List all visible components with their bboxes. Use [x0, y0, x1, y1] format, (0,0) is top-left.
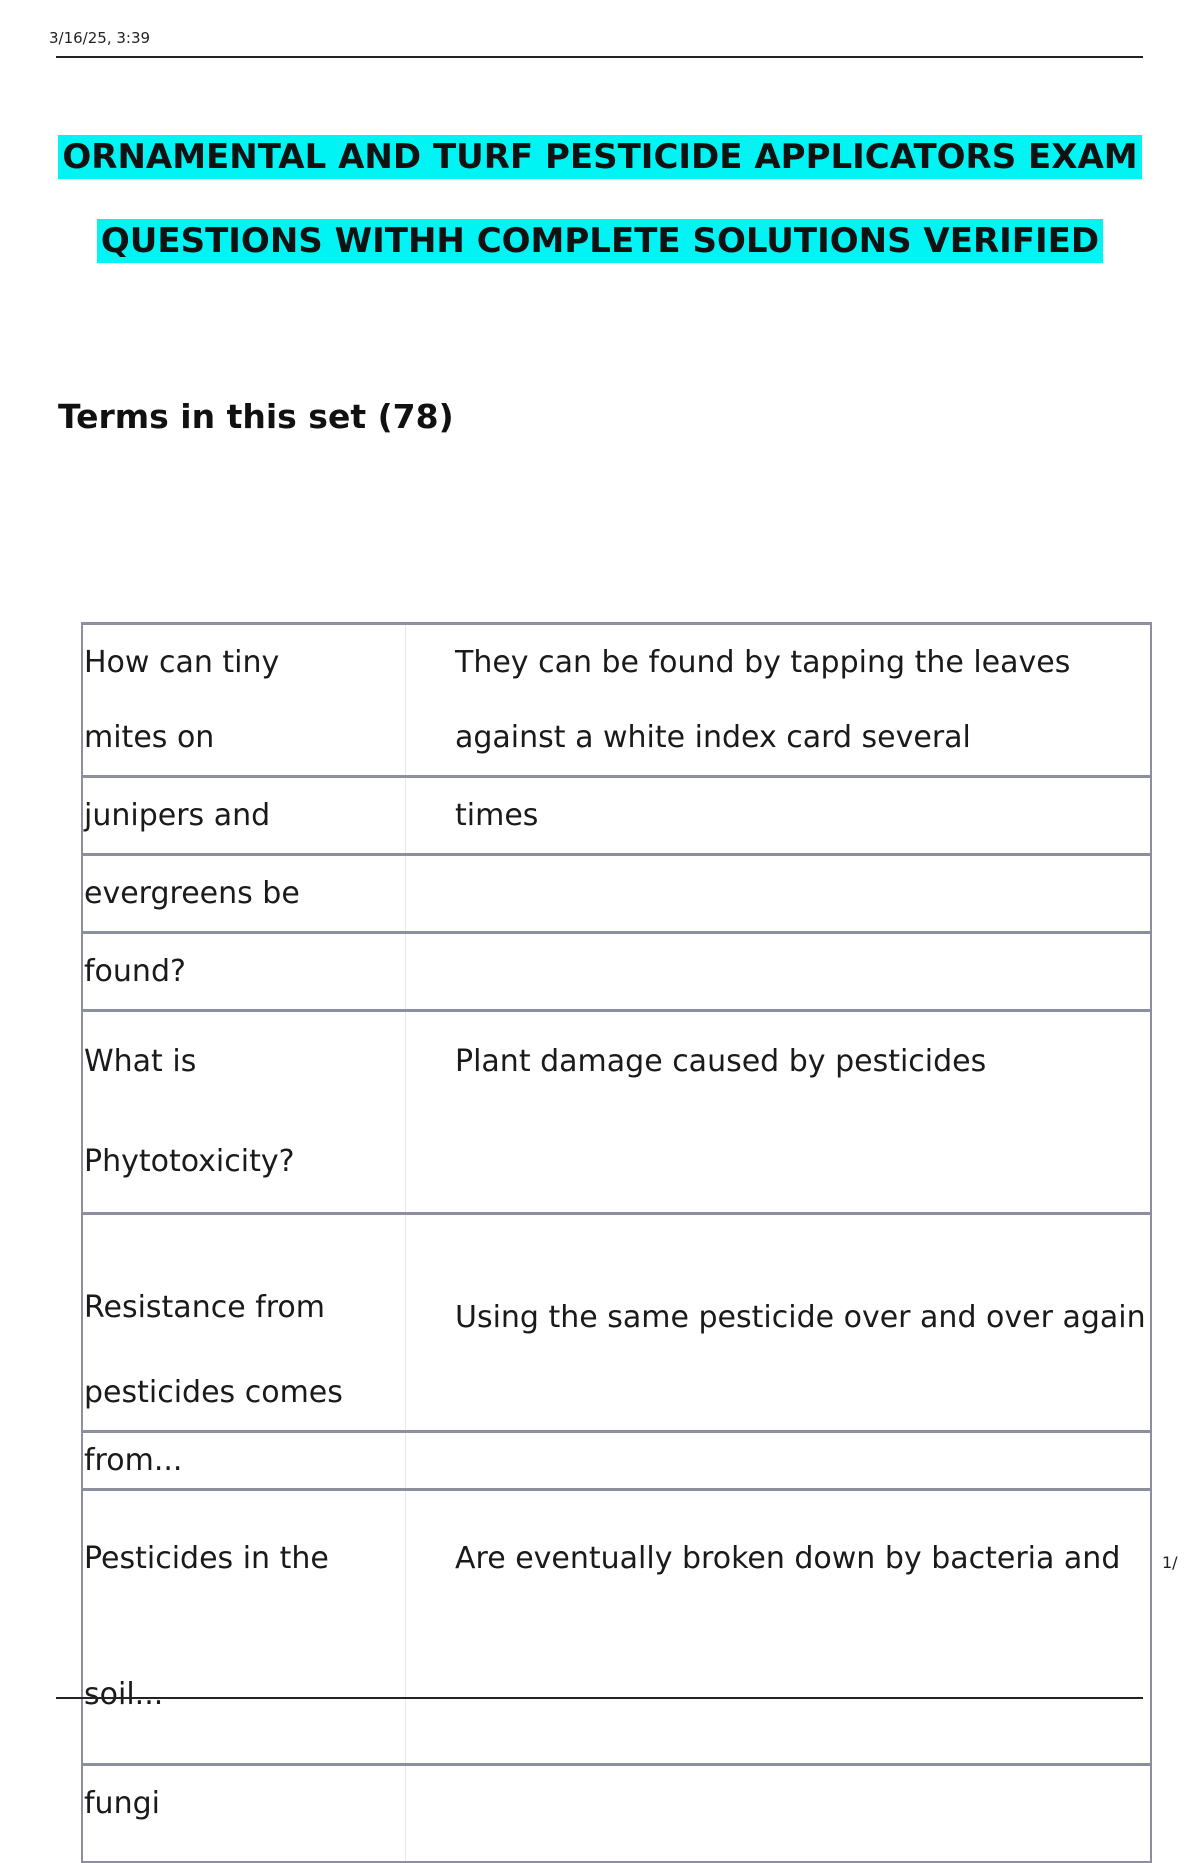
document-title-line-1: ORNAMENTAL AND TURF PESTICIDE APPLICATORS EXAM: [0, 137, 1200, 177]
term-cell: pesticides comes: [82, 1355, 406, 1432]
definition-cell: against a white index card several: [455, 720, 971, 755]
page-number: 1/: [1162, 1553, 1178, 1572]
table-row: [82, 933, 1151, 1011]
term-cell: from...: [82, 1432, 406, 1490]
table-row: [82, 777, 1151, 855]
term-cell: junipers and: [82, 777, 406, 855]
table-row: [82, 855, 1151, 933]
term-cell: What is Phytotoxicity?: [82, 1011, 406, 1214]
definition-cell: Using the same pesticide over and over again: [406, 1214, 1152, 1356]
terms-heading: Terms in this set (78): [58, 397, 454, 436]
term-cell: Pesticides in the soil...: [82, 1490, 406, 1765]
footer-divider: [56, 1697, 1143, 1699]
table-row: [82, 1214, 1151, 1356]
definition-cell: times: [406, 777, 1152, 855]
definition-cell: [406, 855, 1152, 933]
table-row: [82, 1490, 1151, 1765]
term-cell: How can tiny: [82, 624, 406, 701]
document-title-line-2: QUESTIONS WITHH COMPLETE SOLUTIONS VERIFIED: [0, 221, 1200, 261]
table-row: [82, 1011, 1151, 1214]
term-cell: Resistance from: [82, 1214, 406, 1356]
term-cell: fungi: [82, 1765, 406, 1863]
term-cell: evergreens be: [82, 855, 406, 933]
definition-cell: Are eventually broken down by bacteria and: [406, 1490, 1152, 1765]
definition-cell: Plant damage caused by pesticides: [406, 1011, 1152, 1214]
definition-cell: [406, 933, 1152, 1011]
table-row: [82, 624, 1151, 701]
print-timestamp: 3/16/25, 3:39: [49, 29, 151, 47]
table-row: [82, 1765, 1151, 1863]
definition-cell: [406, 1355, 1152, 1432]
terms-table: [81, 622, 1152, 1863]
header-divider: [56, 56, 1143, 58]
term-cell: found?: [82, 933, 406, 1011]
definition-cell: [406, 1432, 1152, 1490]
term-cell: mites on: [82, 700, 406, 777]
table-row: [82, 700, 1151, 777]
table-row: [82, 1432, 1151, 1490]
table-row: [82, 1355, 1151, 1432]
definition-cell: They can be found by tapping the leaves: [406, 624, 1152, 701]
definition-cell: [406, 1765, 1152, 1863]
